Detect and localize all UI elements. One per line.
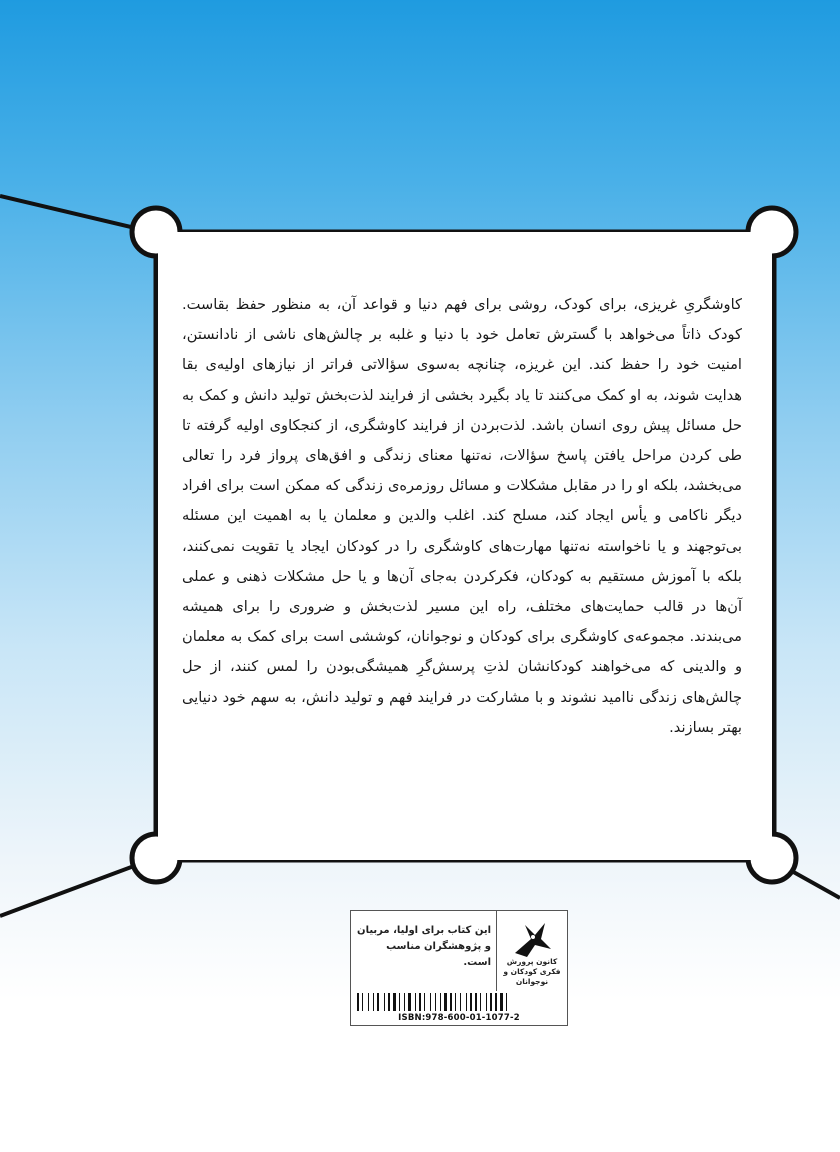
barcode-bar xyxy=(435,993,436,1011)
barcode-bar xyxy=(375,993,376,1011)
barcode-bar xyxy=(417,993,418,1011)
info-box xyxy=(350,910,568,1026)
barcode-bar xyxy=(478,993,479,1011)
publisher-logo-area xyxy=(496,911,567,991)
barcode-bar xyxy=(424,993,425,1011)
barcode-bar xyxy=(401,993,403,1011)
publisher-name: کانون پرورش فکری کودکان و نوجوانان xyxy=(503,957,561,986)
barcode-bar xyxy=(393,993,396,1011)
bird-logo-icon xyxy=(511,919,553,959)
barcode-bar xyxy=(373,993,374,1011)
barcode-bar xyxy=(448,993,449,1011)
barcode-bar xyxy=(440,993,441,1011)
barcode-bar xyxy=(388,993,390,1011)
description-box xyxy=(158,232,772,860)
barcode-bar xyxy=(482,993,485,1011)
barcode-bar xyxy=(432,993,434,1011)
audience-note: این کتاب برای اولیا، مربیان و پژوهشگران مناسب است. xyxy=(357,925,491,968)
barcode-bar xyxy=(450,993,452,1011)
barcode-bar xyxy=(368,993,369,1011)
barcode-bar xyxy=(384,993,385,1011)
barcode xyxy=(357,993,561,1011)
barcode-bar xyxy=(377,993,379,1011)
isbn-number: ISBN:978-600-01-1077-2 xyxy=(398,1013,520,1023)
barcode-bar xyxy=(408,993,411,1011)
barcode-bar xyxy=(466,993,467,1011)
barcode-bar xyxy=(498,993,499,1011)
barcode-bar xyxy=(457,993,459,1011)
barcode-bar xyxy=(480,993,481,1011)
barcode-bar xyxy=(473,993,474,1011)
barcode-bar xyxy=(397,993,398,1011)
barcode-bar xyxy=(470,993,472,1011)
barcode-bar xyxy=(490,993,492,1011)
barcode-bar xyxy=(357,993,359,1011)
barcode-bar xyxy=(419,993,421,1011)
barcode-bar xyxy=(437,993,439,1011)
barcode-bar xyxy=(486,993,487,1011)
barcode-bar xyxy=(475,993,477,1011)
barcode-bar xyxy=(504,993,505,1011)
barcode-bar xyxy=(360,993,361,1011)
barcode-bar xyxy=(412,993,414,1011)
barcode-bar xyxy=(406,993,407,1011)
barcode-bar xyxy=(468,993,469,1011)
barcode-bar xyxy=(380,993,383,1011)
barcode-bar xyxy=(444,993,447,1011)
barcode-bar xyxy=(399,993,400,1011)
barcode-bar xyxy=(462,993,465,1011)
barcode-bar xyxy=(415,993,416,1011)
barcode-bar xyxy=(391,993,392,1011)
barcode-bar xyxy=(442,993,443,1011)
barcode-bar xyxy=(488,993,489,1011)
barcode-bar xyxy=(493,993,494,1011)
barcode-bar xyxy=(455,993,456,1011)
barcode-bar xyxy=(362,993,363,1011)
barcode-bar xyxy=(422,993,423,1011)
barcode-bar xyxy=(426,993,429,1011)
barcode-bar xyxy=(430,993,431,1011)
barcode-bar xyxy=(453,993,454,1011)
description-text: کاوشگریِ غریزی، برای کودک، روشی برای فهم دنیا و قواعد آن، به منظور حفظ بقاست. کودک ذاتاً می‌خواهد با گسترش تعامل خود با دنیا و غلبه بر چالش‌های ناشی از نادانستن، امنیت خود را حفظ کند. این غریزه، چنانچه به‌سوی سؤالاتی فراتر از نیازهای اولیه‌ی بقا هدایت شوند، به او کمک می‌کنند تا یاد بگیرد بخشی از فرایند لذت‌بخش تولید دانش و کمک به حل مسائل پیش روی انسان باشد. لذت‌بردن از فرایند کاوشگری، از کنجکاوی اولیه گرفته تا طی کردن مراحل یافتن پاسخ سؤالات، نه‌تنها معنای زندگی و افق‌های پرواز فرد را تعالی می‌بخشد، بلکه او را در مقابل مشکلات و مسائل روزمره‌ی زندگی که ممکن است برای افراد دیگر ناکامی و یأس ایجاد کند، مسلح کند. اغلب والدین و معلمان یا به اهمیت این مسئله بی‌توجهند و یا ناخواسته نه‌تنها مهارت‌های کاوشگری را در کودکان ایجاد یا تقویت نمی‌کنند، بلکه با آموزش مستقیم به کودکان، فکرکردن به‌جای آن‌ها و یا حل مشکلات ذهنی و عملی آن‌ها در قالب حمایت‌های مختلف، راه این مسیر لذت‌بخش و ضروری را برای همیشه می‌بندند. مجموعه‌ی کاوشگری برای کودکان و نوجوانان، کوششی است برای کمک به معلمان و والدینی که می‌خواهند کودکانشان لذتِ پرسش‌گرِ همیشگی‌بودن را لمس کنند، از حل چالش‌های زندگی ناامید نشوند و با مشارکت در فرایند فهم و تولید دانش، به سهم خود دنیایی بهتر بسازند. xyxy=(182,296,742,736)
barcode-bar xyxy=(500,993,503,1011)
barcode-bar xyxy=(386,993,387,1011)
barcode-bar xyxy=(460,993,461,1011)
connector-line-bottom-left xyxy=(0,860,150,916)
barcode-bar xyxy=(495,993,497,1011)
barcode-bar xyxy=(370,993,372,1011)
barcode-bar xyxy=(404,993,405,1011)
barcode-bar xyxy=(364,993,367,1011)
connector-line-top-left xyxy=(0,196,152,232)
barcode-bar xyxy=(508,993,510,1011)
barcode-bar xyxy=(506,993,507,1011)
